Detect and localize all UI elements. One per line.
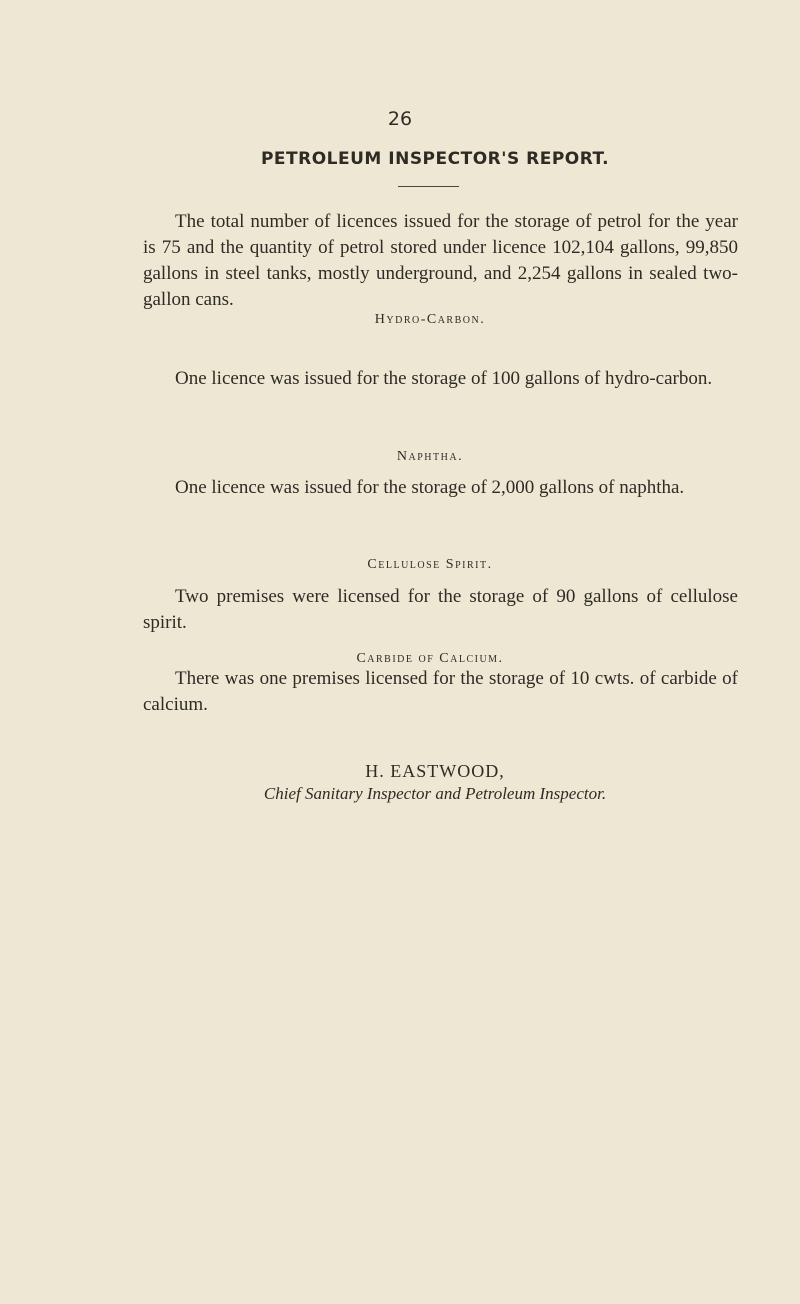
title-divider — [398, 186, 459, 187]
section-paragraph-naphtha: One licence was issued for the storage of 2,000 gallons of naphtha. — [175, 477, 685, 498]
page-number: 26 — [387, 108, 413, 130]
section-heading-naphtha: Naphtha. — [396, 449, 464, 464]
signature-name: H. EASTWOOD, — [365, 761, 505, 781]
intro-paragraph: The total number of licences issued for the storage of petrol for the year is 75 and the quantity of petrol stored under licence 102,104 gallons, 99,850 gallons in steel tanks, mostly underground, and 2,254 gallons in sealed two-gallon cans. — [143, 211, 738, 310]
section-heading-hydro-carbon: Hydro-Carbon. — [374, 312, 486, 327]
signature-title: Chief Sanitary Inspector and Petroleum Inspector. — [263, 784, 607, 803]
section-heading-carbide-of-calcium: Carbide of Calcium. — [356, 651, 504, 666]
section-paragraph-carbide-of-calcium: There was one premises licensed for the storage of 10 cwts. of carbide of calcium. — [143, 668, 738, 715]
section-paragraph-hydro-carbon: One licence was issued for the storage of 100 gallons of hydro-carbon. — [175, 368, 713, 389]
report-title: PETROLEUM INSPECTOR'S REPORT. — [260, 149, 610, 169]
section-heading-cellulose-spirit: Cellulose Spirit. — [367, 557, 493, 572]
section-paragraph-cellulose-spirit: Two premises were licensed for the storage of 90 gallons of cellulose spirit. — [143, 586, 738, 633]
